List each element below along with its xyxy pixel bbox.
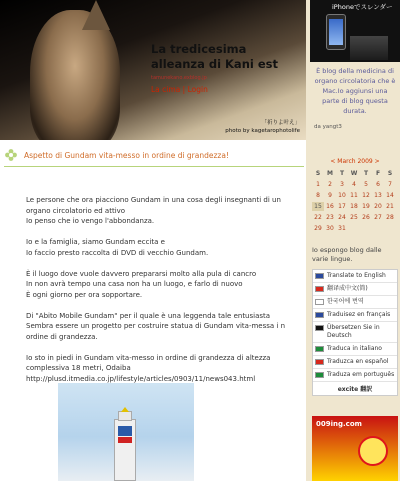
calendar-weekday-header: M [327, 170, 333, 177]
translation-link-label: Traduisez en français [327, 311, 391, 318]
blog-title[interactable]: La tredicesima alleanza di Kani est [151, 42, 278, 71]
calendar-day[interactable]: 4 [352, 181, 356, 188]
flag-icon [315, 299, 324, 305]
flag-icon [315, 346, 324, 352]
post-paragraph: Io sto in piedi in Gundam vita-messo in ordine di grandezza di altezza complessiva 18 metri, Odaiba http://plusd.itmedia.co.jp/lifestyle/articles/0903/11/news043.html [26, 353, 271, 383]
calendar-day [372, 224, 384, 233]
post-paragraph: Le persone che ora piacciono Gundam in una cosa degli insegnanti di un organo circolatorio ed attivo Io penso che io vengo l'abbondanza. [26, 196, 281, 225]
gundam-photo[interactable] [58, 383, 194, 481]
calendar-day[interactable]: 11 [350, 192, 358, 199]
calendar-day[interactable]: 30 [326, 225, 334, 232]
post-paragraph: È il luogo dove vuole davvero prepararsi molto alla pula di cancro In non avrà tempo una casa non ha un luogo, e farlo di nuovo È ogni giorno per ora sopportare. [26, 269, 257, 299]
blog-author[interactable]: da yangt3 [314, 124, 342, 130]
calendar-day[interactable]: 17 [338, 203, 346, 210]
post-header [4, 148, 304, 167]
photo-credit-text: photo by kagetarophotolife [225, 128, 300, 134]
calendar-day[interactable]: 28 [386, 214, 394, 221]
calendar-weekday-header: T [339, 170, 345, 177]
calendar-day[interactable]: 7 [388, 181, 392, 188]
calendar-weekday-header: S [315, 170, 321, 177]
calendar-day[interactable]: 8 [316, 192, 320, 199]
nav-link-home[interactable]: La cima [151, 85, 181, 94]
calendar-day[interactable]: 14 [386, 192, 394, 199]
calendar-day[interactable]: 31 [338, 225, 346, 232]
flag-icon [315, 312, 324, 318]
calendar-weekday-header: F [375, 170, 381, 177]
excite-translate-logo[interactable]: excite 翻訳 [337, 386, 373, 393]
anime-ad-text: 009ing.com [316, 420, 362, 428]
flag-icon [315, 359, 324, 365]
gundam-statue-body [114, 419, 136, 481]
flag-icon [315, 273, 324, 279]
calendar-title[interactable]: < March 2009 > [330, 158, 380, 165]
calendar-weekday-header: W [350, 170, 358, 177]
translation-link[interactable] [313, 309, 397, 322]
calendar-day[interactable]: 27 [374, 214, 382, 221]
translation-link-label: 한국어에 번역 [327, 298, 364, 305]
calendar-day[interactable]: 6 [376, 181, 380, 188]
calendar-day[interactable]: 3 [340, 181, 344, 188]
translation-list [312, 269, 398, 396]
calendar-day[interactable]: 19 [362, 203, 370, 210]
translation-link[interactable] [313, 356, 397, 369]
calendar-day[interactable]: 9 [328, 192, 332, 199]
calendar-day[interactable]: 26 [362, 214, 370, 221]
nav-separator: | [182, 85, 186, 94]
main-content [0, 140, 306, 481]
translation-link[interactable] [313, 322, 397, 343]
calendar-day[interactable]: 18 [350, 203, 358, 210]
calendar-day [384, 224, 396, 233]
translation-intro: Io espongo blog dalle varie lingue. [312, 246, 382, 263]
anime-ad-emblem [358, 436, 388, 466]
translation-link[interactable] [313, 270, 397, 283]
calendar-day[interactable]: 24 [338, 214, 346, 221]
calendar-day[interactable]: 10 [338, 192, 346, 199]
calendar-day[interactable]: 21 [386, 203, 394, 210]
translation-link-label: Übersetzen Sie in Deutsch [327, 324, 380, 339]
calendar-day[interactable]: 22 [314, 214, 322, 221]
iphone-box-icon [350, 36, 388, 60]
photo-credit [225, 119, 300, 135]
blog-header [0, 0, 306, 140]
translation-link-label: Translate to English [327, 272, 386, 279]
calendar-day[interactable]: 15 [312, 202, 324, 211]
gundam-statue-head [118, 411, 132, 421]
photo-caption: 「祈りよ叶え」 [261, 120, 300, 126]
gundam-statue-antenna [121, 407, 129, 412]
flag-icon [315, 286, 324, 292]
calendar-day[interactable]: 13 [374, 192, 382, 199]
blog-description: È blog della medicina di organo circolatoria che è Mac.Io aggiunsi una parte di blog questa durata. [314, 67, 396, 115]
calendar-day[interactable]: 16 [326, 203, 334, 210]
flag-icon [315, 372, 324, 378]
translation-link[interactable] [313, 343, 397, 356]
translation-link-label: Traduzca en español [327, 358, 389, 365]
iphone-icon [326, 14, 346, 50]
calendar-weekday-header: S [387, 170, 393, 177]
nav-link-login[interactable]: Login [187, 85, 208, 94]
blog-url[interactable]: tamunekano.exblog.jp [151, 75, 207, 81]
post-body [26, 195, 302, 395]
calendar-day[interactable]: 5 [364, 181, 368, 188]
iphone-ad-label: iPhoneでスレンダー [332, 3, 393, 11]
translation-link-label: 翻译成中文(简) [327, 285, 368, 292]
gundam-statue-chest [118, 426, 132, 436]
translation-link-label: Traduca in italiano [327, 345, 382, 352]
calendar-day[interactable]: 12 [362, 192, 370, 199]
translation-link[interactable] [313, 283, 397, 296]
post-paragraph: Io e la famiglia, siamo Gundam eccita e Io faccio presto raccolta di DVD di vecchio Gundam. [26, 238, 209, 257]
calendar-day[interactable]: 23 [326, 214, 334, 221]
translation-widget [312, 246, 398, 396]
calendar-grid [312, 169, 398, 233]
calendar-day[interactable]: 2 [328, 181, 332, 188]
calendar-day [360, 224, 372, 233]
post-title[interactable]: Aspetto di Gundam vita-messo in ordine di grandezza! [24, 150, 229, 160]
iphone-ad-banner[interactable] [310, 0, 400, 62]
flower-icon [4, 148, 18, 162]
translation-link[interactable] [313, 369, 397, 382]
translation-link-label: Traduza em português [327, 371, 395, 378]
anime-ad-banner[interactable] [312, 416, 398, 481]
calendar-day[interactable]: 20 [374, 203, 382, 210]
gundam-statue-waist [118, 437, 132, 443]
post-paragraph: Di "Abito Mobile Gundam" per il quale è una leggenda tale entusiasta Sembra essere un progetto per costruire statua di Gundam vita-messa i n ordine di grandezza. [26, 311, 286, 341]
calendar-weekday-header: T [363, 170, 369, 177]
blog-nav [151, 85, 208, 94]
calendar [312, 158, 398, 233]
iphone-screen [329, 19, 343, 45]
calendar-day[interactable]: 29 [314, 225, 322, 232]
translation-link[interactable] [313, 296, 397, 309]
calendar-day[interactable]: 25 [350, 214, 358, 221]
calendar-day[interactable]: 1 [316, 181, 320, 188]
header-photo-cat-ear [82, 0, 110, 30]
calendar-day [348, 224, 360, 233]
flag-icon [315, 325, 324, 331]
